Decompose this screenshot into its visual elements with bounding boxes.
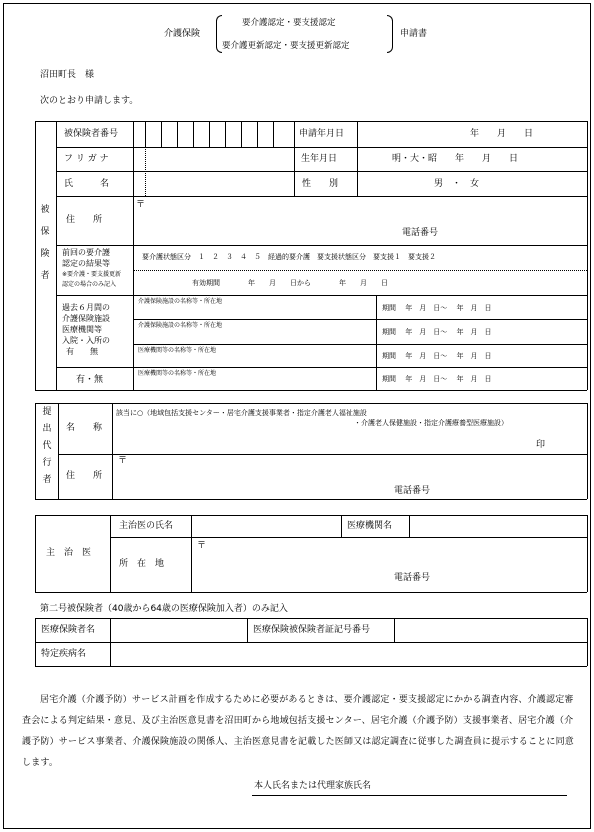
past-stay-label-2: 介護保険施設 bbox=[62, 314, 110, 323]
bracket-right bbox=[387, 15, 393, 53]
insurer-name-input[interactable] bbox=[113, 621, 244, 639]
facility-label: 介護保険施設の名称等・所在地 bbox=[138, 322, 223, 329]
agent-group-label: 提出代行者 bbox=[42, 407, 52, 485]
prev-result-note-1: ※要介護・要支援更新 bbox=[62, 271, 122, 278]
addressee: 沼田町長 様 bbox=[40, 70, 95, 80]
facility-period[interactable]: 期間 年 月 日～ 年 月 日 bbox=[382, 375, 492, 383]
postal-mark: 〒 bbox=[136, 200, 146, 210]
agent-type-choice-2[interactable]: ・介護老人保健施設・指定介護療養型医療施設） bbox=[354, 419, 508, 427]
agent-address-label: 住 所 bbox=[66, 471, 103, 481]
doctor-postal-mark: 〒 bbox=[197, 541, 207, 551]
doctor-group-label: 主 治 医 bbox=[46, 548, 92, 558]
facility-label: 医療機関等の名称等・所在地 bbox=[138, 370, 217, 377]
name-label: 氏 名 bbox=[64, 179, 110, 189]
birthdate-value[interactable]: 明・大・昭 年 月 日 bbox=[392, 154, 519, 164]
doctor-name-label: 主治医の氏名 bbox=[119, 521, 174, 531]
intro-text: 次のとおり申請します。 bbox=[40, 96, 139, 106]
facility-period[interactable]: 期間 年 月 日～ 年 月 日 bbox=[382, 328, 492, 336]
application-form bbox=[3, 3, 591, 829]
form-title-suffix: 申請書 bbox=[400, 29, 428, 39]
past-stay-yesno[interactable]: 有・無 bbox=[76, 375, 104, 385]
prev-result-label-1: 前回の要介護 bbox=[62, 248, 110, 257]
birthdate-label: 生年月日 bbox=[301, 154, 338, 164]
signature-label: 本人氏名または代理家族氏名 bbox=[254, 781, 372, 791]
insurance-card-input[interactable] bbox=[397, 621, 584, 639]
past-stay-label-5: 有 無 bbox=[66, 347, 98, 356]
facility-period[interactable]: 期間 年 月 日～ 年 月 日 bbox=[382, 304, 492, 312]
facility-period[interactable]: 期間 年 月 日～ 年 月 日 bbox=[382, 352, 492, 360]
form-title-prefix: 介護保険 bbox=[164, 29, 201, 39]
application-date-label: 申請年月日 bbox=[299, 129, 345, 139]
signature-line[interactable] bbox=[252, 795, 567, 796]
prev-result-label-2: 認定の結果等 bbox=[62, 259, 110, 268]
care-level-options[interactable]: 要介護状態区分 １ ２ ３ ４ ５ 経過的要介護 要支援状態区分 要支援１ 要支援２ bbox=[142, 253, 436, 261]
past-stay-label-3: 医療機関等 bbox=[62, 325, 102, 334]
consent-text: 居宅介護（介護予防）サービス計画を作成するために必要があるときは、要介護認定・要支援認定にかかる調査内容、介護認定審査会による判定結果・意見、及び主治医意見書を沼田町から地域包括支援センター、居宅介護（介護予防）支援事業者、居宅介護（介護予防）サービス事業者、介護保険施設の関係人、主治医意見書を記載した医師又は認定調査に従事した調査員に提示することに同意します。 bbox=[22, 695, 575, 768]
form-option-renewal: 要介護更新認定・要支援更新認定 bbox=[222, 41, 350, 51]
applicant-group-label: 被保険者 bbox=[40, 205, 50, 281]
name-input[interactable] bbox=[150, 176, 290, 192]
hospital-name-label: 医療機関名 bbox=[347, 521, 393, 531]
gender-value[interactable]: 男 ・ 女 bbox=[434, 179, 480, 189]
disease-label: 特定疾病名 bbox=[41, 649, 87, 659]
insurer-name-label: 医療保険者名 bbox=[41, 625, 96, 635]
furigana-input[interactable] bbox=[150, 152, 290, 168]
agent-phone-label: 電話番号 bbox=[394, 486, 431, 496]
agent-type-choice-1[interactable]: 該当に○（地域包括支援センター・居宅介護支援事業者・指定介護老人福祉施設 bbox=[116, 409, 367, 417]
form-option-initial: 要介護認定・要支援認定 bbox=[242, 18, 336, 28]
address-label: 住 所 bbox=[66, 215, 103, 225]
secondary-heading: 第二号被保険者（40歳から64歳の医療保険加入者）のみ記入 bbox=[40, 604, 288, 614]
application-date-value[interactable]: 年 月 日 bbox=[470, 129, 534, 139]
hospital-name-input[interactable] bbox=[412, 519, 584, 535]
gender-label: 性 別 bbox=[302, 179, 339, 189]
doctor-name-input[interactable] bbox=[194, 519, 338, 535]
past-stay-label-4: 入院・入所の bbox=[62, 336, 110, 345]
agent-postal-mark: 〒 bbox=[118, 456, 128, 466]
facility-label: 介護保険施設の名称等・所在地 bbox=[138, 298, 223, 305]
prev-result-note-2: 認定の場合のみ記入 bbox=[62, 281, 117, 288]
seal-mark: 印 bbox=[536, 440, 546, 450]
insured-number-input[interactable] bbox=[138, 126, 283, 144]
past-stay-label-1: 過去６月間の bbox=[62, 303, 110, 312]
doctor-location-label: 所 在 地 bbox=[119, 559, 165, 569]
validity-period[interactable]: 有効期間 年 月 日から 年 月 日 bbox=[192, 279, 388, 287]
furigana-label: フ リ ガ ナ bbox=[64, 154, 109, 164]
facility-label: 医療機関等の名称等・所在地 bbox=[138, 347, 217, 354]
disease-input[interactable] bbox=[113, 645, 584, 663]
agent-name-label: 名 称 bbox=[66, 423, 103, 433]
insurance-card-label: 医療保険被保険者証記号番号 bbox=[253, 625, 371, 635]
doctor-phone-label: 電話番号 bbox=[394, 573, 431, 583]
phone-label: 電話番号 bbox=[402, 228, 439, 238]
insured-number-label: 被保険者番号 bbox=[64, 129, 119, 139]
